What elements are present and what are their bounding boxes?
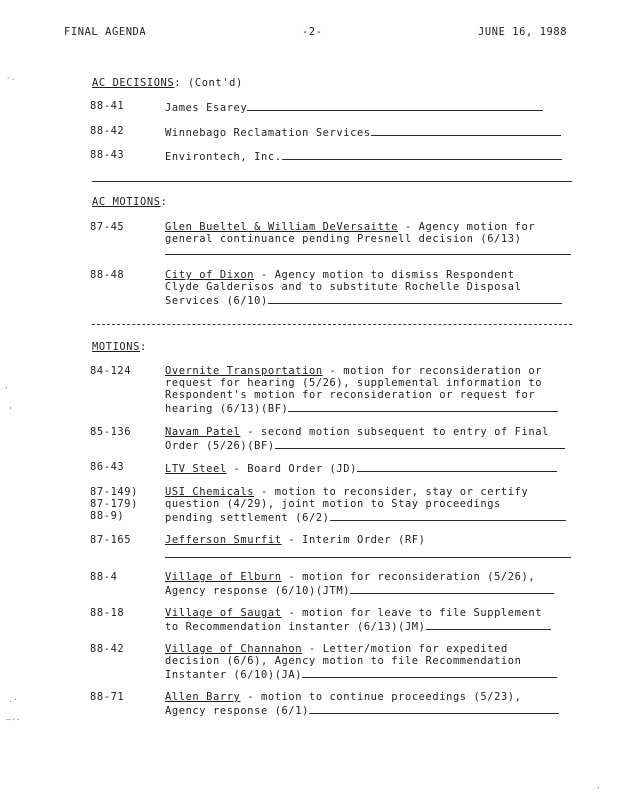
scan-speck: .· [8, 695, 18, 704]
scan-speck: ~·· [6, 715, 21, 724]
page-number: -2- [302, 26, 323, 38]
scan-speck: ' [8, 406, 13, 415]
motion-item: Jefferson Smurfit - Interim Order (RF) [165, 534, 426, 546]
party-name: Village of Saugat [165, 607, 282, 619]
party-name: LTV Steel [165, 463, 227, 475]
header-date: JUNE 16, 1988 [478, 26, 568, 38]
party-name: USI Chemicals [165, 486, 255, 498]
party-name: Glen Bueltel & William DeVersaitte [165, 221, 399, 233]
blank-line [350, 583, 554, 594]
ac-motion-item: City of Dixon - Agency motion to dismiss Respondent Clyde Galderisos and to substitute Rochelle Disposal Services (6/10) [165, 269, 573, 305]
section-divider [92, 181, 572, 182]
blank-line [268, 293, 562, 304]
ac-decision-item [165, 125, 573, 137]
motion-item: LTV Steel - Board Order (JD) [165, 461, 573, 473]
ac-motion-item: Glen Bueltel & William DeVersaitte - Agency motion for general continuance pending Presnell decision (6/13) [165, 221, 536, 245]
docket-number: 84-124 [90, 365, 132, 377]
blank-line [247, 100, 543, 111]
docket-number: 85-136 [90, 426, 132, 438]
blank-line [357, 461, 557, 472]
party-name: Jefferson Smurfit [165, 534, 282, 546]
docket-number: 87-165 [90, 534, 132, 546]
blank-line [330, 510, 566, 521]
motion-item: Allen Barry - motion to continue proceedings (5/23), Agency response (6/1) [165, 691, 573, 715]
scan-speck: -. [6, 73, 16, 82]
docket-number: 88-4 [90, 571, 118, 583]
motion-item: Village of Saugat - motion for leave to file Supplement to Recommendation instanter (6/13)(JM) [165, 607, 573, 631]
ac-decisions-heading: AC DECISIONS: (Cont'd) [92, 77, 243, 89]
blank-line [371, 125, 561, 136]
header-left: FINAL AGENDA [64, 26, 147, 38]
scan-speck: . [596, 781, 601, 790]
blank-line [309, 703, 559, 714]
party-name: Village of Channahon [165, 643, 303, 655]
ac-decision-item [165, 149, 573, 161]
docket-number: 88-71 [90, 691, 125, 703]
blank-line [288, 401, 558, 412]
docket-number-group: 87-149) 87-179) 88-9) [90, 486, 138, 522]
docket-number: 88-42 [90, 643, 125, 655]
scan-speck: . [4, 381, 9, 390]
motion-item: Village of Elburn - motion for reconsideration (5/26), Agency response (6/10)(JTM) [165, 571, 573, 595]
blank-line [302, 667, 557, 678]
blank-line [282, 149, 562, 160]
ac-motions-heading: AC MOTIONS: [92, 196, 168, 208]
motions-heading: MOTIONS: [92, 341, 147, 353]
docket-number: 87-45 [90, 221, 125, 233]
party-name: Overnite Transportation [165, 365, 323, 377]
blank-line [426, 619, 551, 630]
docket-number: 88-43 [90, 149, 125, 161]
blank-line [165, 254, 571, 255]
motion-item: Village of Channahon - Letter/motion for expedited decision (6/6), Agency motion to file Recommendation Instanter (6/10)(JA) [165, 643, 573, 679]
party-name: City of Dixon [165, 269, 255, 281]
case-name: James Esarey [165, 102, 248, 114]
docket-number: 88-48 [90, 269, 125, 281]
blank-line [165, 557, 571, 558]
docket-number: 88-18 [90, 607, 125, 619]
docket-number: 88-42 [90, 125, 125, 137]
motion-item: Overnite Transportation - motion for reconsideration or request for hearing (5/26), supplemental information to Respondent's motion for reconsideration or request for hearing (6/13)(BF) [165, 365, 573, 413]
docket-number: 86-43 [90, 461, 125, 473]
docket-number: 88-41 [90, 100, 125, 112]
motion-item: Navam Patel - second motion subsequent to entry of Final Order (5/26)(BF) [165, 426, 573, 450]
ac-decision-item [165, 100, 573, 112]
party-name: Allen Barry [165, 691, 241, 703]
case-name: Winnebago Reclamation Services [165, 127, 371, 139]
motion-item: USI Chemicals - motion to reconsider, stay or certify question (4/29), joint motion to Stay proceedings pending settlement (6/2) [165, 486, 573, 522]
section-divider [92, 324, 572, 325]
blank-line [275, 438, 565, 449]
party-name: Village of Elburn [165, 571, 282, 583]
party-name: Navam Patel [165, 426, 241, 438]
case-name: Environtech, Inc. [165, 151, 282, 163]
